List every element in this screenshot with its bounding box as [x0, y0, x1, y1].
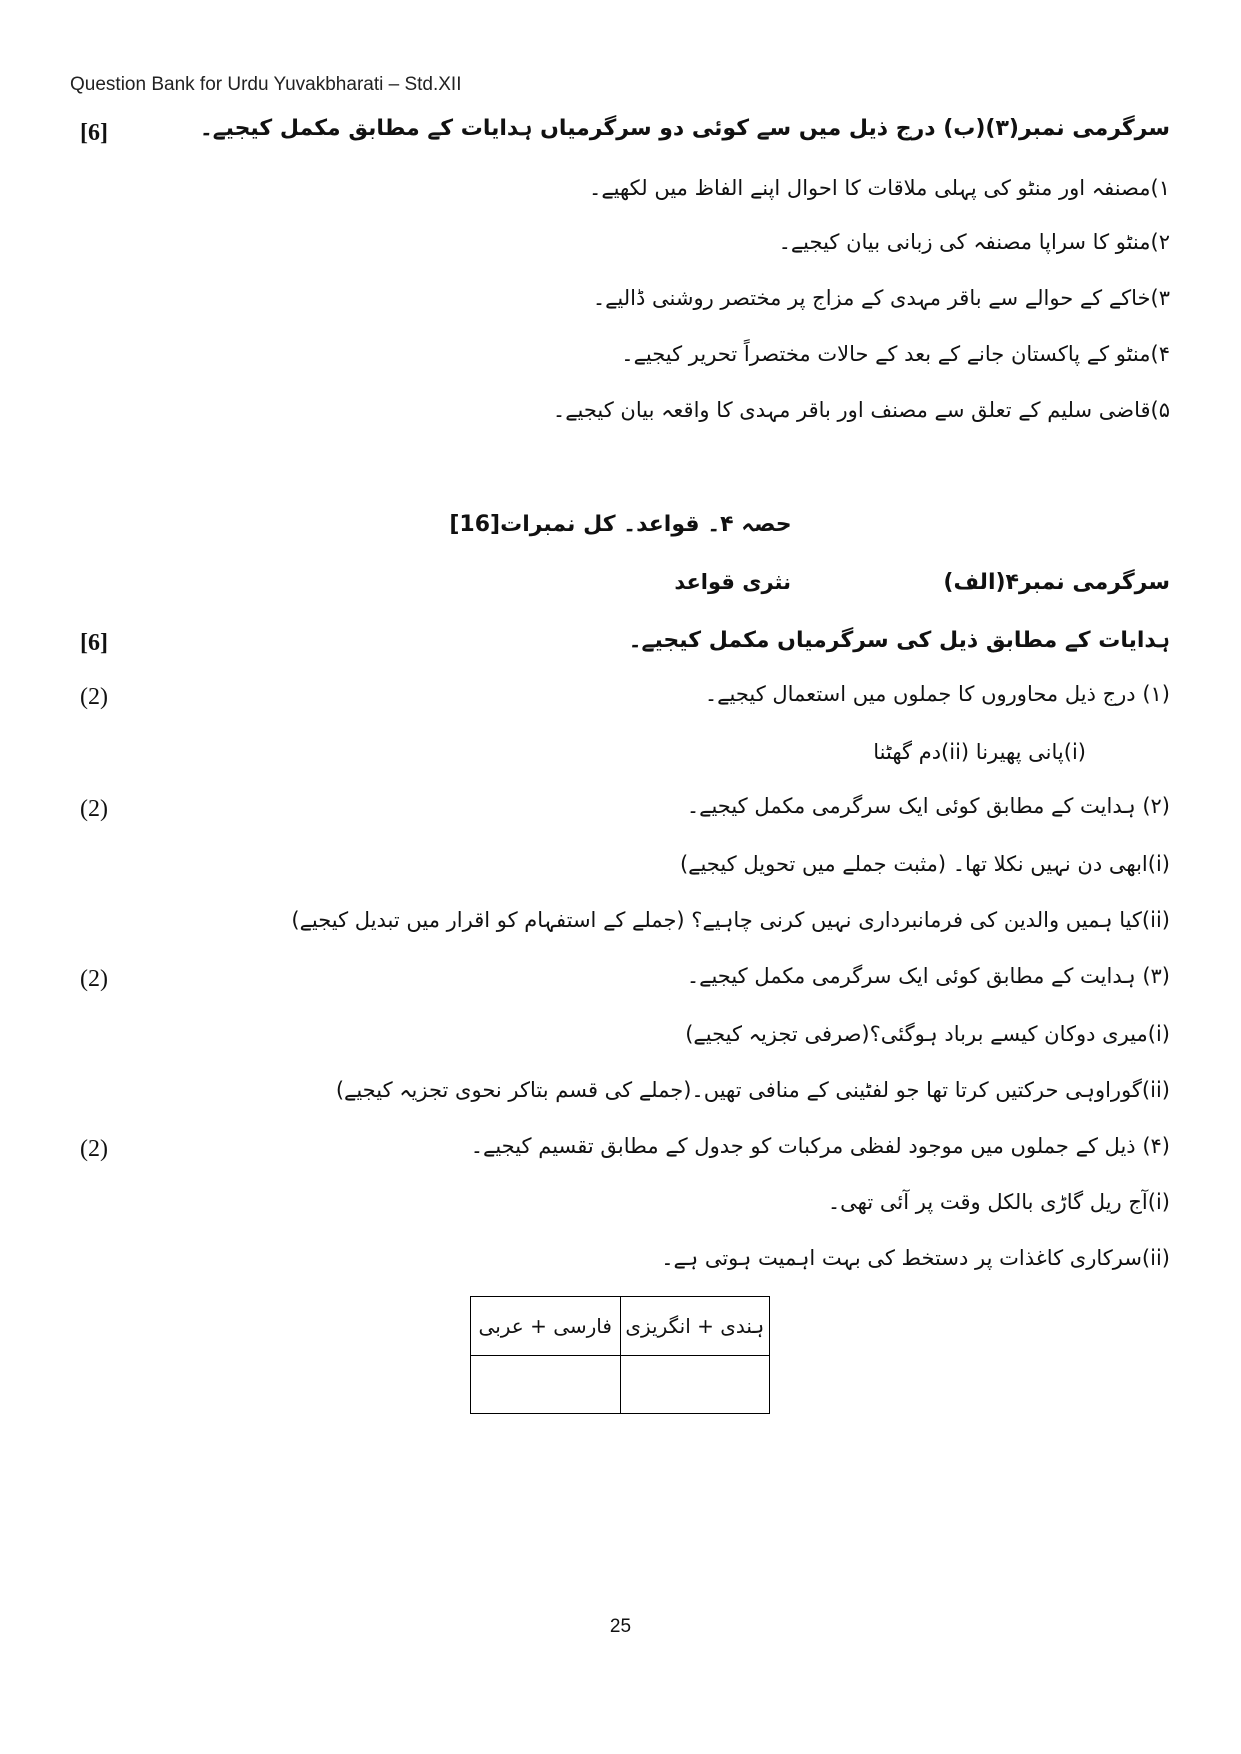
question-1-label: (۱) درج ذیل محاوروں کا جملوں میں استعمال کیجیے۔	[704, 682, 1170, 706]
table-cell-hindi-english[interactable]	[620, 1355, 770, 1414]
compound-classification-table	[470, 1296, 770, 1414]
question-4-part-ii: (ii)سرکاری کاغذات پر دستخط کی بہت اہمیت ہوتی ہے۔	[661, 1246, 1170, 1270]
question-4-label: (۴) ذیل کے جملوں میں موجود لفظی مرکبات کو جدول کے مطابق تقسیم کیجیے۔	[470, 1134, 1170, 1158]
question-4-marks: (2)	[80, 1136, 108, 1162]
activity-4a-heading: سرگرمی نمبر۴(الف)	[943, 570, 1170, 595]
section-4-title: حصہ ۴۔ قواعد۔ کل نمبرات[16]	[449, 512, 792, 537]
question-2-part-i: (i)ابھی دن نہیں نکلا تھا۔ (مثبت جملے میں تحویل کیجیے)	[679, 852, 1170, 876]
question-3-label: (۳) ہدایت کے مطابق کوئی ایک سرگرمی مکمل کیجیے۔	[686, 964, 1170, 988]
document-header: Question Bank for Urdu Yuvakbharati – Std.XII	[70, 74, 462, 95]
question-2-marks: (2)	[80, 796, 108, 822]
question-1-marks: (2)	[80, 684, 108, 710]
activity-4a-instruction: ہدایات کے مطابق ذیل کی سرگرمیاں مکمل کیجیے۔	[628, 628, 1170, 653]
activity-3b-item-2: ۲)منٹو کا سراپا مصنفہ کی زبانی بیان کیجیے۔	[778, 230, 1170, 254]
question-1-options: (i)پانی پھیرنا (ii)دم گھٹنا	[873, 740, 1086, 764]
table-header-hindi-english: ہندی + انگریزی	[620, 1297, 770, 1356]
table-header-persian-arabic: فارسی + عربی	[471, 1297, 621, 1356]
question-3-part-i: (i)میری دوکان کیسے برباد ہوگئی؟(صرفی تجزیہ کیجیے)	[685, 1022, 1170, 1046]
question-3-part-ii: (ii)گوراوہی حرکتیں کرتا تھا جو لفٹینی کے منافی تھیں۔(جملے کی قسم بتاکر نحوی تجزیہ کیجیے)	[335, 1078, 1170, 1102]
activity-3b-item-5: ۵)قاضی سلیم کے تعلق سے مصنف اور باقر مہدی کا واقعہ بیان کیجیے۔	[552, 398, 1170, 422]
activity-3b-item-1: ۱)مصنفہ اور منٹو کی پہلی ملاقات کا احوال اپنے الفاظ میں لکھیے۔	[589, 176, 1170, 200]
page-number: 25	[609, 1616, 632, 1637]
question-3-marks: (2)	[80, 966, 108, 992]
activity-3b-marks: [6]	[80, 120, 108, 146]
question-2-label: (۲) ہدایت کے مطابق کوئی ایک سرگرمی مکمل کیجیے۔	[686, 794, 1170, 818]
question-4-part-i: (i)آج ریل گاڑی بالکل وقت پر آئی تھی۔	[827, 1190, 1170, 1214]
activity-4a-marks: [6]	[80, 630, 108, 656]
activity-3b-heading: سرگرمی نمبر(۳)(ب) درج ذیل میں سے کوئی دو سرگرمیاں ہدایات کے مطابق مکمل کیجیے۔	[199, 116, 1170, 141]
question-2-part-ii: (ii)کیا ہمیں والدین کی فرمانبرداری نہیں کرنی چاہیے؟ (جملے کے استفہام کو اقرار میں تبدیل کیجیے)	[291, 908, 1170, 932]
activity-4a-topic: نثری قواعد	[674, 570, 791, 594]
activity-3b-item-3: ۳)خاکے کے حوالے سے باقر مہدی کے مزاج پر مختصر روشنی ڈالیے۔	[592, 286, 1170, 310]
activity-3b-item-4: ۴)منٹو کے پاکستان جانے کے بعد کے حالات مختصراً تحریر کیجیے۔	[621, 342, 1170, 366]
table-cell-persian-arabic[interactable]	[471, 1355, 621, 1414]
